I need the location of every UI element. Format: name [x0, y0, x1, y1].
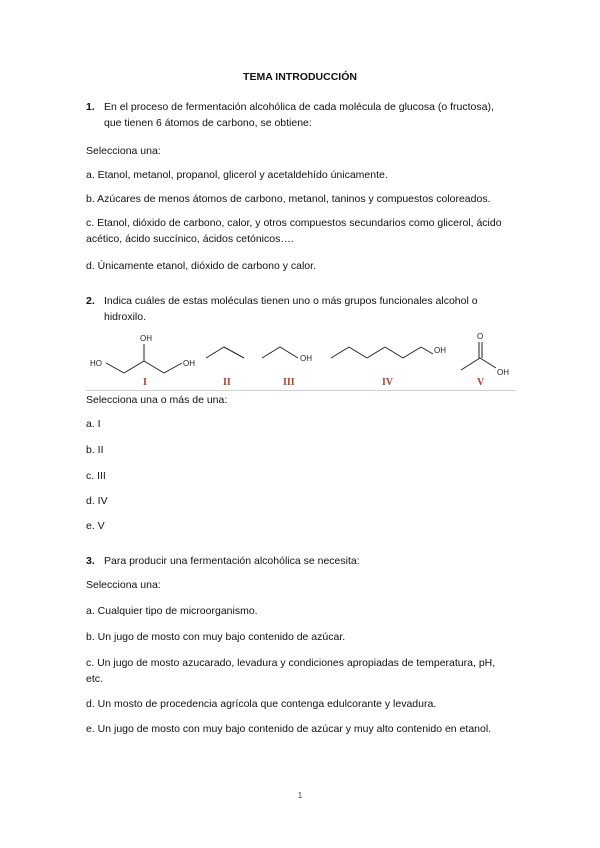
question-3-option-b[interactable]: b. Un jugo de mosto con muy bajo contenido de azúcar. — [86, 631, 346, 643]
molecule-iii-propanol — [262, 347, 312, 388]
molecule-iv-hexanol — [331, 346, 446, 388]
question-3-option-e[interactable]: e. Un jugo de mosto con muy bajo contenido de azúcar y muy alto contenido en etanol. — [86, 723, 492, 735]
question-2-text-line1: Indica cuáles de estas moléculas tienen uno o más grupos funcionales alcohol o — [104, 295, 478, 307]
molecule-ii-propane — [206, 347, 244, 388]
question-3-number: 3. — [86, 555, 95, 567]
molecule-i-ho-label: HO — [90, 359, 102, 368]
molecules-svg — [86, 328, 516, 390]
document-title: TEMA INTRODUCCIÓN — [243, 71, 357, 83]
question-2-option-e[interactable]: e. V — [86, 520, 105, 532]
question-3-option-d[interactable]: d. Un mosto de procedencia agrícola que contenga edulcorante y levadura. — [86, 698, 437, 710]
question-1-option-b[interactable]: b. Azúcares de menos átomos de carbono, metanol, taninos y compuestos coloreados. — [86, 193, 491, 205]
question-1-option-d[interactable]: d. Únicamente etanol, dióxido de carbono y calor. — [86, 260, 316, 272]
question-3-option-c[interactable]: c. Un jugo de mosto azucarado, levadura y condiciones apropiadas de temperatura, pH, — [86, 657, 496, 669]
molecule-v-numeral: V — [477, 377, 485, 388]
question-1-option-a[interactable]: a. Etanol, metanol, propanol, glicerol y acetaldehído únicamente. — [86, 169, 388, 181]
molecule-iv-oh-label: OH — [434, 346, 446, 355]
question-2-text-line2: hidroxilo. — [104, 311, 147, 323]
question-2-option-d[interactable]: d. IV — [86, 495, 108, 507]
question-1-option-c-continued[interactable]: acético, ácido succínico, ácidos cetónicos…. — [86, 233, 294, 245]
question-3-option-c-continued[interactable]: etc. — [86, 673, 103, 685]
molecule-v-oh-label: OH — [497, 368, 509, 377]
question-2-option-b[interactable]: b. II — [86, 444, 104, 456]
question-3-text: Para producir una fermentación alcohólica se necesita: — [104, 555, 360, 567]
question-3-option-a[interactable]: a. Cualquier tipo de microorganismo. — [86, 605, 258, 617]
molecule-iii-numeral: III — [283, 377, 295, 388]
page-number: 1 — [297, 791, 303, 800]
molecule-i-oh-top-label: OH — [140, 334, 152, 343]
molecule-i-numeral: I — [143, 377, 147, 388]
question-1-text-line2: que tienen 6 átomos de carbono, se obtiene: — [104, 117, 312, 129]
question-2-number: 2. — [86, 295, 95, 307]
question-3-instruction: Selecciona una: — [86, 579, 161, 591]
molecule-v-o-label: O — [477, 332, 484, 341]
question-2-instruction: Selecciona una o más de una: — [86, 394, 228, 406]
molecule-iii-oh-label: OH — [300, 354, 312, 363]
question-1-option-c[interactable]: c. Etanol, dióxido de carbono, calor, y otros compuestos secundarios como glicerol, ácido — [86, 217, 502, 229]
molecule-ii-numeral: II — [223, 377, 231, 388]
molecules-figure — [86, 328, 516, 391]
question-1-instruction: Selecciona una: — [86, 145, 161, 157]
question-1-text-line1: En el proceso de fermentación alcohólica de cada molécula de glucosa (o fructosa), — [104, 101, 494, 113]
molecule-iv-numeral: IV — [382, 377, 394, 388]
molecule-v-acetic-acid — [461, 332, 509, 388]
question-1-number: 1. — [86, 101, 95, 113]
question-2-option-a[interactable]: a. I — [86, 418, 101, 430]
molecule-i-oh-label: OH — [183, 359, 195, 368]
question-2-option-c[interactable]: c. III — [86, 470, 106, 482]
molecule-i-glycerol — [90, 334, 195, 388]
